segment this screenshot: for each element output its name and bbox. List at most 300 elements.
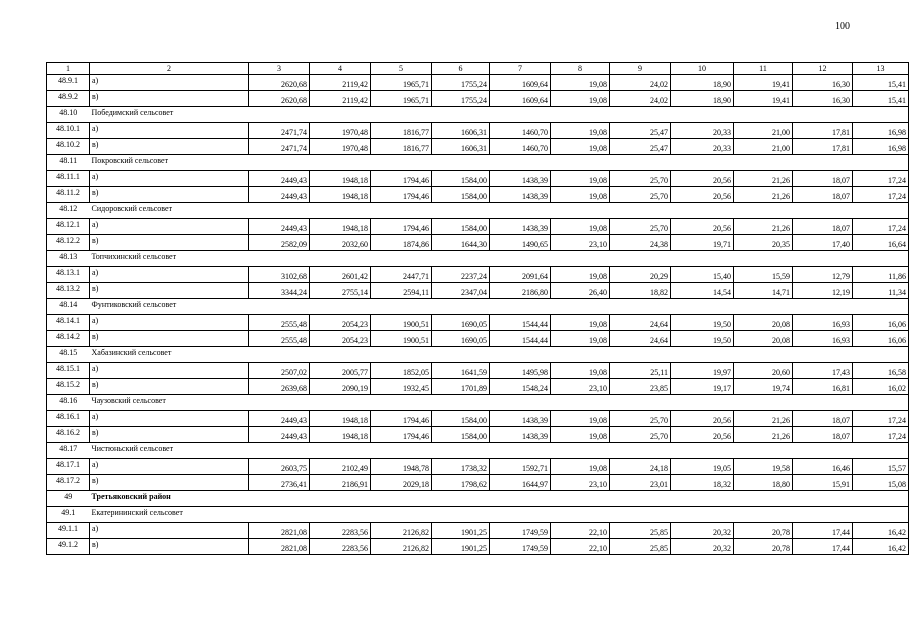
- value-cell: 2237,24: [432, 267, 490, 283]
- value-cell: 1965,71: [371, 75, 432, 91]
- value-cell: 2601,42: [310, 267, 371, 283]
- value-cell: 2449,43: [249, 411, 310, 427]
- section-header-row: [47, 203, 909, 219]
- value-cell: 17,24: [853, 171, 909, 187]
- value-cell: 19,17: [671, 379, 734, 395]
- value-cell: 19,05: [671, 459, 734, 475]
- row-code: 49.1.1: [47, 523, 90, 539]
- section-code: 48.14: [47, 299, 90, 315]
- value-cell: 18,07: [793, 187, 853, 203]
- row-label: а): [90, 267, 249, 283]
- value-cell: 2755,14: [310, 283, 371, 299]
- value-cell: 1438,39: [490, 427, 551, 443]
- section-code: 48.15: [47, 347, 90, 363]
- row-label: в): [90, 475, 249, 491]
- section-title: Хабазинский сельсовет: [90, 347, 909, 363]
- row-code: 48.9.2: [47, 91, 90, 107]
- value-cell: 16,81: [793, 379, 853, 395]
- value-cell: 2555,48: [249, 315, 310, 331]
- value-cell: 1690,05: [432, 315, 490, 331]
- page-number: 100: [835, 21, 850, 32]
- value-cell: 17,24: [853, 219, 909, 235]
- table-row: [47, 123, 909, 139]
- value-cell: 1948,18: [310, 187, 371, 203]
- value-cell: 21,26: [734, 411, 793, 427]
- column-header: 3: [249, 63, 310, 75]
- value-cell: 20,56: [671, 427, 734, 443]
- section-code: 49.1: [47, 507, 90, 523]
- section-title: Победимский сельсовет: [90, 107, 909, 123]
- value-cell: 2283,56: [310, 523, 371, 539]
- value-cell: 18,90: [671, 91, 734, 107]
- value-cell: 20,08: [734, 315, 793, 331]
- value-cell: 17,81: [793, 139, 853, 155]
- value-cell: 20,78: [734, 523, 793, 539]
- section-code: 48.12: [47, 203, 90, 219]
- value-cell: 20,56: [671, 411, 734, 427]
- value-cell: 25,47: [610, 139, 671, 155]
- value-cell: 17,81: [793, 123, 853, 139]
- value-cell: 20,32: [671, 539, 734, 555]
- value-cell: 11,34: [853, 283, 909, 299]
- value-cell: 21,26: [734, 427, 793, 443]
- value-cell: 1798,62: [432, 475, 490, 491]
- value-cell: 25,47: [610, 123, 671, 139]
- value-cell: 1749,59: [490, 539, 551, 555]
- column-header: 11: [734, 63, 793, 75]
- row-label: в): [90, 91, 249, 107]
- column-header: 7: [490, 63, 551, 75]
- value-cell: 18,07: [793, 219, 853, 235]
- value-cell: 19,08: [551, 363, 610, 379]
- value-cell: 19,41: [734, 75, 793, 91]
- value-cell: 20,33: [671, 139, 734, 155]
- value-cell: 16,30: [793, 91, 853, 107]
- value-cell: 15,91: [793, 475, 853, 491]
- value-cell: 2821,08: [249, 539, 310, 555]
- value-cell: 2029,18: [371, 475, 432, 491]
- row-label: в): [90, 539, 249, 555]
- value-cell: 17,43: [793, 363, 853, 379]
- value-cell: 19,08: [551, 75, 610, 91]
- section-header-row: [47, 395, 909, 411]
- value-cell: 16,42: [853, 539, 909, 555]
- value-cell: 1948,18: [310, 427, 371, 443]
- value-cell: 19,97: [671, 363, 734, 379]
- row-code: 48.14.2: [47, 331, 90, 347]
- value-cell: 1755,24: [432, 75, 490, 91]
- value-cell: 2119,42: [310, 75, 371, 91]
- value-cell: 2555,48: [249, 331, 310, 347]
- value-cell: 19,74: [734, 379, 793, 395]
- value-cell: 20,60: [734, 363, 793, 379]
- value-cell: 19,08: [551, 219, 610, 235]
- value-cell: 15,59: [734, 267, 793, 283]
- row-code: 48.17.2: [47, 475, 90, 491]
- table-row: [47, 427, 909, 443]
- table-row: [47, 75, 909, 91]
- section-header-row: [47, 251, 909, 267]
- value-cell: 1460,70: [490, 123, 551, 139]
- row-code: 48.10.1: [47, 123, 90, 139]
- value-cell: 21,26: [734, 187, 793, 203]
- column-header: 6: [432, 63, 490, 75]
- section-header-row: [47, 443, 909, 459]
- value-cell: 18,80: [734, 475, 793, 491]
- value-cell: 16,98: [853, 123, 909, 139]
- value-cell: 14,71: [734, 283, 793, 299]
- column-header: 1: [47, 63, 90, 75]
- value-cell: 16,98: [853, 139, 909, 155]
- table-row: [47, 459, 909, 475]
- row-code: 48.16.2: [47, 427, 90, 443]
- value-cell: 19,58: [734, 459, 793, 475]
- value-cell: 1609,64: [490, 91, 551, 107]
- value-cell: 19,08: [551, 139, 610, 155]
- value-cell: 1584,00: [432, 427, 490, 443]
- value-cell: 20,56: [671, 187, 734, 203]
- value-cell: 1606,31: [432, 139, 490, 155]
- value-cell: 16,46: [793, 459, 853, 475]
- value-cell: 1438,39: [490, 187, 551, 203]
- value-cell: 1438,39: [490, 171, 551, 187]
- value-cell: 20,33: [671, 123, 734, 139]
- row-label: а): [90, 523, 249, 539]
- value-cell: 1460,70: [490, 139, 551, 155]
- value-cell: 2283,56: [310, 539, 371, 555]
- value-cell: 2471,74: [249, 139, 310, 155]
- value-cell: 2347,04: [432, 283, 490, 299]
- row-code: 48.15.1: [47, 363, 90, 379]
- value-cell: 20,56: [671, 219, 734, 235]
- value-cell: 19,08: [551, 187, 610, 203]
- value-cell: 19,50: [671, 315, 734, 331]
- value-cell: 2620,68: [249, 91, 310, 107]
- value-cell: 1932,45: [371, 379, 432, 395]
- value-cell: 26,40: [551, 283, 610, 299]
- row-label: в): [90, 187, 249, 203]
- value-cell: 18,07: [793, 171, 853, 187]
- value-cell: 1816,77: [371, 139, 432, 155]
- value-cell: 22,10: [551, 523, 610, 539]
- value-cell: 1641,59: [432, 363, 490, 379]
- value-cell: 24,64: [610, 331, 671, 347]
- value-cell: 2449,43: [249, 427, 310, 443]
- section-title: Чаузовский сельсовет: [90, 395, 909, 411]
- row-code: 48.12.2: [47, 235, 90, 251]
- value-cell: 20,32: [671, 523, 734, 539]
- value-cell: 18,90: [671, 75, 734, 91]
- section-code: 48.11: [47, 155, 90, 171]
- value-cell: 23,10: [551, 475, 610, 491]
- value-cell: 19,08: [551, 171, 610, 187]
- value-cell: 16,02: [853, 379, 909, 395]
- value-cell: 2090,19: [310, 379, 371, 395]
- value-cell: 1948,18: [310, 411, 371, 427]
- row-label: а): [90, 219, 249, 235]
- value-cell: 1900,51: [371, 331, 432, 347]
- value-cell: 21,00: [734, 123, 793, 139]
- section-title: Фунтиковский сельсовет: [90, 299, 909, 315]
- value-cell: 2603,75: [249, 459, 310, 475]
- value-cell: 16,42: [853, 523, 909, 539]
- row-label: в): [90, 331, 249, 347]
- section-header-row: [47, 107, 909, 123]
- section-code: 48.10: [47, 107, 90, 123]
- value-cell: 17,24: [853, 427, 909, 443]
- value-cell: 14,54: [671, 283, 734, 299]
- value-cell: 2032,60: [310, 235, 371, 251]
- value-cell: 16,93: [793, 315, 853, 331]
- value-cell: 17,40: [793, 235, 853, 251]
- table-row: [47, 171, 909, 187]
- row-code: 48.10.2: [47, 139, 90, 155]
- table-row: [47, 219, 909, 235]
- value-cell: 19,08: [551, 427, 610, 443]
- table-row: [47, 91, 909, 107]
- section-header-row: [47, 155, 909, 171]
- value-cell: 1584,00: [432, 411, 490, 427]
- value-cell: 24,64: [610, 315, 671, 331]
- section-title: Чистюньский сельсовет: [90, 443, 909, 459]
- row-code: 48.12.1: [47, 219, 90, 235]
- value-cell: 1901,25: [432, 539, 490, 555]
- row-label: а): [90, 171, 249, 187]
- section-code: 48.13: [47, 251, 90, 267]
- value-cell: 22,10: [551, 539, 610, 555]
- row-label: а): [90, 75, 249, 91]
- value-cell: 20,56: [671, 171, 734, 187]
- value-cell: 2507,02: [249, 363, 310, 379]
- value-cell: 2186,91: [310, 475, 371, 491]
- value-cell: 18,07: [793, 427, 853, 443]
- table-row: [47, 283, 909, 299]
- value-cell: 23,10: [551, 235, 610, 251]
- value-cell: 17,24: [853, 187, 909, 203]
- column-header: 9: [610, 63, 671, 75]
- row-code: 48.11.2: [47, 187, 90, 203]
- column-header: 2: [90, 63, 249, 75]
- value-cell: 24,02: [610, 91, 671, 107]
- value-cell: 1965,71: [371, 91, 432, 107]
- value-cell: 24,38: [610, 235, 671, 251]
- table-row: [47, 539, 909, 555]
- value-cell: 18,82: [610, 283, 671, 299]
- value-cell: 16,64: [853, 235, 909, 251]
- tariff-table: [46, 62, 909, 555]
- value-cell: 1852,05: [371, 363, 432, 379]
- value-cell: 2471,74: [249, 123, 310, 139]
- value-cell: 1749,59: [490, 523, 551, 539]
- row-label: в): [90, 139, 249, 155]
- value-cell: 19,08: [551, 267, 610, 283]
- section-title: Топчихинский сельсовет: [90, 251, 909, 267]
- table-row: [47, 331, 909, 347]
- value-cell: 1738,32: [432, 459, 490, 475]
- value-cell: 18,32: [671, 475, 734, 491]
- value-cell: 2102,49: [310, 459, 371, 475]
- value-cell: 16,58: [853, 363, 909, 379]
- value-cell: 1900,51: [371, 315, 432, 331]
- row-label: а): [90, 459, 249, 475]
- table-row: [47, 267, 909, 283]
- value-cell: 1901,25: [432, 523, 490, 539]
- table-row: [47, 139, 909, 155]
- row-code: 48.14.1: [47, 315, 90, 331]
- value-cell: 1794,46: [371, 411, 432, 427]
- value-cell: 24,18: [610, 459, 671, 475]
- value-cell: 1970,48: [310, 123, 371, 139]
- value-cell: 19,50: [671, 331, 734, 347]
- value-cell: 1438,39: [490, 219, 551, 235]
- value-cell: 15,41: [853, 75, 909, 91]
- value-cell: 2639,68: [249, 379, 310, 395]
- value-cell: 2119,42: [310, 91, 371, 107]
- value-cell: 1794,46: [371, 171, 432, 187]
- row-code: 48.13.2: [47, 283, 90, 299]
- value-cell: 1438,39: [490, 411, 551, 427]
- value-cell: 1606,31: [432, 123, 490, 139]
- value-cell: 1644,30: [432, 235, 490, 251]
- row-label: в): [90, 283, 249, 299]
- value-cell: 2449,43: [249, 187, 310, 203]
- table-row: [47, 235, 909, 251]
- row-label: а): [90, 123, 249, 139]
- value-cell: 1755,24: [432, 91, 490, 107]
- value-cell: 3344,24: [249, 283, 310, 299]
- value-cell: 25,70: [610, 427, 671, 443]
- value-cell: 1584,00: [432, 219, 490, 235]
- row-code: 48.9.1: [47, 75, 90, 91]
- table-row: [47, 379, 909, 395]
- value-cell: 2054,23: [310, 315, 371, 331]
- value-cell: 2449,43: [249, 219, 310, 235]
- table-row: [47, 411, 909, 427]
- value-cell: 19,08: [551, 459, 610, 475]
- value-cell: 17,24: [853, 411, 909, 427]
- value-cell: 23,01: [610, 475, 671, 491]
- row-code: 48.13.1: [47, 267, 90, 283]
- value-cell: 19,08: [551, 411, 610, 427]
- value-cell: 16,93: [793, 331, 853, 347]
- value-cell: 19,08: [551, 315, 610, 331]
- column-header: 8: [551, 63, 610, 75]
- value-cell: 12,79: [793, 267, 853, 283]
- value-cell: 2449,43: [249, 171, 310, 187]
- value-cell: 15,57: [853, 459, 909, 475]
- value-cell: 2620,68: [249, 75, 310, 91]
- table-row: [47, 523, 909, 539]
- value-cell: 1794,46: [371, 187, 432, 203]
- row-label: в): [90, 235, 249, 251]
- row-code: 48.17.1: [47, 459, 90, 475]
- row-label: а): [90, 411, 249, 427]
- table-row: [47, 315, 909, 331]
- value-cell: 19,08: [551, 123, 610, 139]
- section-header-row: [47, 347, 909, 363]
- value-cell: 2054,23: [310, 331, 371, 347]
- table-row: [47, 475, 909, 491]
- value-cell: 2594,11: [371, 283, 432, 299]
- value-cell: 1948,78: [371, 459, 432, 475]
- value-cell: 16,30: [793, 75, 853, 91]
- section-header-row: [47, 491, 909, 507]
- value-cell: 19,41: [734, 91, 793, 107]
- value-cell: 20,78: [734, 539, 793, 555]
- value-cell: 1794,46: [371, 427, 432, 443]
- section-title: Покровский сельсовет: [90, 155, 909, 171]
- table-body: [47, 63, 909, 555]
- value-cell: 1816,77: [371, 123, 432, 139]
- value-cell: 19,08: [551, 331, 610, 347]
- value-cell: 20,29: [610, 267, 671, 283]
- value-cell: 20,35: [734, 235, 793, 251]
- value-cell: 25,70: [610, 187, 671, 203]
- value-cell: 2186,80: [490, 283, 551, 299]
- value-cell: 19,71: [671, 235, 734, 251]
- value-cell: 25,70: [610, 219, 671, 235]
- value-cell: 2736,41: [249, 475, 310, 491]
- value-cell: 2091,64: [490, 267, 551, 283]
- value-cell: 25,11: [610, 363, 671, 379]
- row-code: 48.16.1: [47, 411, 90, 427]
- section-title: Екатерининский сельсовет: [90, 507, 909, 523]
- section-header-row: [47, 507, 909, 523]
- section-code: 49: [47, 491, 90, 507]
- value-cell: 17,44: [793, 523, 853, 539]
- value-cell: 19,08: [551, 91, 610, 107]
- value-cell: 3102,68: [249, 267, 310, 283]
- value-cell: 2447,71: [371, 267, 432, 283]
- value-cell: 16,06: [853, 331, 909, 347]
- value-cell: 1948,18: [310, 219, 371, 235]
- row-code: 48.11.1: [47, 171, 90, 187]
- table-row: [47, 363, 909, 379]
- value-cell: 1584,00: [432, 187, 490, 203]
- value-cell: 2126,82: [371, 523, 432, 539]
- value-cell: 20,08: [734, 331, 793, 347]
- row-code: 48.15.2: [47, 379, 90, 395]
- value-cell: 2582,09: [249, 235, 310, 251]
- value-cell: 1644,97: [490, 475, 551, 491]
- value-cell: 23,10: [551, 379, 610, 395]
- value-cell: 2005,77: [310, 363, 371, 379]
- row-label: а): [90, 315, 249, 331]
- value-cell: 25,85: [610, 523, 671, 539]
- row-label: а): [90, 363, 249, 379]
- section-header-row: [47, 299, 909, 315]
- value-cell: 1544,44: [490, 331, 551, 347]
- value-cell: 1592,71: [490, 459, 551, 475]
- section-title: Третьяковский район: [90, 491, 909, 507]
- value-cell: 24,02: [610, 75, 671, 91]
- value-cell: 25,70: [610, 171, 671, 187]
- table-row: [47, 187, 909, 203]
- value-cell: 11,86: [853, 267, 909, 283]
- value-cell: 1874,86: [371, 235, 432, 251]
- value-cell: 21,00: [734, 139, 793, 155]
- section-code: 48.16: [47, 395, 90, 411]
- section-title: Сидоровский сельсовет: [90, 203, 909, 219]
- value-cell: 2821,08: [249, 523, 310, 539]
- value-cell: 1794,46: [371, 219, 432, 235]
- value-cell: 1548,24: [490, 379, 551, 395]
- value-cell: 18,07: [793, 411, 853, 427]
- column-header: 10: [671, 63, 734, 75]
- row-label: в): [90, 379, 249, 395]
- value-cell: 25,70: [610, 411, 671, 427]
- value-cell: 1970,48: [310, 139, 371, 155]
